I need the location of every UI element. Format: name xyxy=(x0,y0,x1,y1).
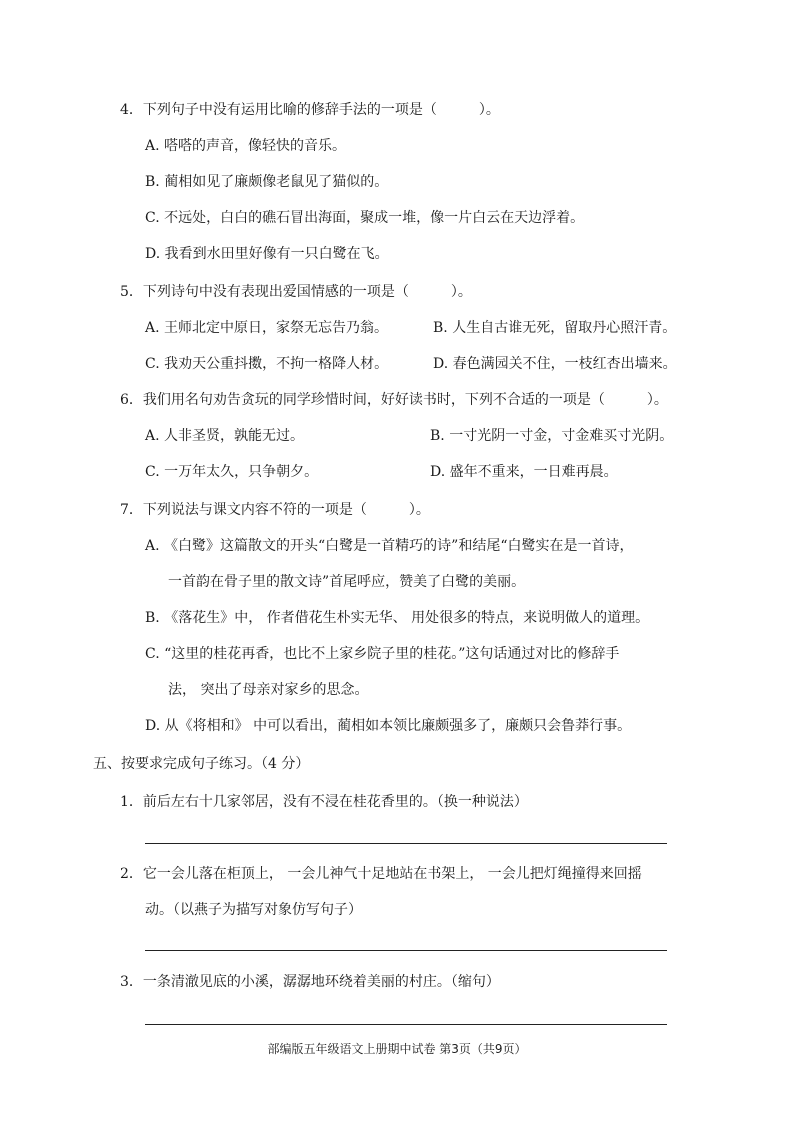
sentence-1-prompt: 1．前后左右十几家邻居，没有不浸在桂花香里的。（换一种说法） xyxy=(120,794,528,810)
section-5-title: 五、按要求完成句子练习。（4 分） xyxy=(93,756,310,772)
page-footer: 部编版五年级语文上册期中试卷 第3页（共9页） xyxy=(267,1042,527,1056)
question-7-option-a: A. 《白鹭》这篇散文的开头“白鹭是一首精巧的诗”和结尾“白鹭实在是一首诗， xyxy=(145,538,634,554)
question-5-stem: 5．下列诗句中没有表现出爱国情感的一项是（ ）。 xyxy=(120,284,472,300)
question-7-option-c-continued: 法， 突出了母亲对家乡的思念。 xyxy=(168,682,369,698)
question-7-option-b: B. 《落花生》中， 作者借花生朴实无华、 用处很多的特点，来说明做人的道理。 xyxy=(145,610,650,626)
question-4-option-d: D. 我看到水田里好像有一只白鹭在飞。 xyxy=(145,246,389,262)
question-4-option-b: B. 蔺相如见了廉颇像老鼠见了猫似的。 xyxy=(145,174,389,190)
question-7-option-c: C. “这里的桂花再香，也比不上家乡院子里的桂花。”这句话通过对比的修辞手 xyxy=(145,646,620,662)
sentence-2-prompt-continued: 动。（以燕子为描写对象仿写句子） xyxy=(145,902,362,918)
question-5-option-c: C. 我劝天公重抖擞，不拘一格降人材。 xyxy=(145,356,389,372)
answer-line-2[interactable] xyxy=(145,950,667,951)
answer-line-3[interactable] xyxy=(145,1024,667,1025)
question-7-option-a-continued: 一首韵在骨子里的散文诗”首尾呼应，赞美了白鹭的美丽。 xyxy=(168,574,526,590)
question-5-option-a: A. 王师北定中原日，家祭无忘告乃翁。 xyxy=(145,320,389,336)
question-4-option-a: A. 嗒嗒的声音，像轻快的音乐。 xyxy=(145,138,347,154)
question-4-option-c: C. 不远处，白白的礁石冒出海面，聚成一堆，像一片白云在天边浮着。 xyxy=(145,210,585,226)
question-7-stem: 7．下列说法与课文内容不符的一项是（ ）。 xyxy=(120,502,430,518)
question-6-option-c: C. 一万年太久，只争朝夕。 xyxy=(145,464,319,480)
question-5-option-d: D. 春色满园关不住，一枝红杏出墙来。 xyxy=(433,356,677,372)
question-6-option-d: D. 盛年不重来，一日难再晨。 xyxy=(430,464,618,480)
sentence-3-prompt: 3．一条清澈见底的小溪，潺潺地环绕着美丽的村庄。（缩句） xyxy=(120,974,500,990)
answer-line-1[interactable] xyxy=(145,843,667,844)
question-5-option-b: B. 人生自古谁无死，留取丹心照汗青。 xyxy=(433,320,677,336)
sentence-2-prompt: 2．它一会儿落在柜顶上， 一会儿神气十足地站在书架上， 一会儿把灯绳撞得来回摇 xyxy=(120,866,642,882)
question-6-option-b: B. 一寸光阴一寸金，寸金难买寸光阴。 xyxy=(430,428,674,444)
question-6-option-a: A. 人非圣贤，孰能无过。 xyxy=(145,428,305,444)
question-4-stem: 4．下列句子中没有运用比喻的修辞手法的一项是（ ）。 xyxy=(120,102,500,118)
question-6-stem: 6．我们用名句劝告贪玩的同学珍惜时间，好好读书时，下列不合适的一项是（ ）。 xyxy=(120,392,668,408)
question-7-option-d: D. 从《将相和》 中可以看出，蔺相如本领比廉颇强多了，廉颇只会鲁莽行事。 xyxy=(145,718,632,734)
